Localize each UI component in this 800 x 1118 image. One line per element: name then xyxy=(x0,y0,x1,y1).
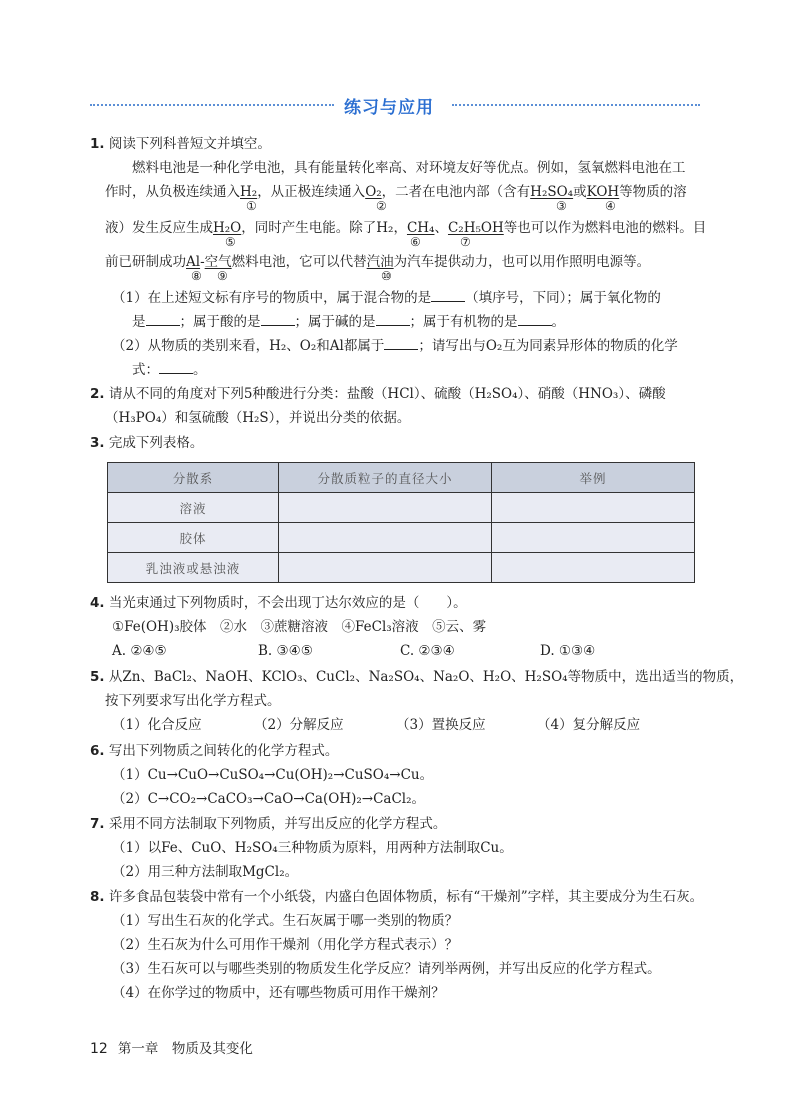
q4-items: ①Fe(OH)₃胶体 ②水 ③蔗糖溶液 ④FeCl₃溶液 ⑤云、雾 xyxy=(112,619,487,635)
answer-blank[interactable] xyxy=(159,361,193,374)
q1-sub2-line2: 式： 。 xyxy=(132,362,207,378)
table-cell-blank[interactable] xyxy=(279,493,492,523)
q1-heading: 1. 阅读下列科普短文并填空。 xyxy=(90,136,271,152)
q6-sub1: （1）Cu→CuO→CuSO₄→Cu(OH)₂→CuSO₄→Cu。 xyxy=(112,767,434,783)
q7-heading: 7. 采用不同方法制取下列物质，并写出反应的化学方程式。 xyxy=(90,816,447,832)
table-header: 分散质粒子的直径大小 xyxy=(279,463,492,493)
answer-blank[interactable] xyxy=(261,313,295,326)
table-header-row xyxy=(108,463,695,493)
q4-option-d[interactable]: D. ①③④ xyxy=(540,643,596,659)
table-cell-blank[interactable] xyxy=(492,523,695,553)
q3-heading: 3. 完成下列表格。 xyxy=(90,435,204,451)
mark-2: ② xyxy=(376,199,387,213)
table-header: 举例 xyxy=(492,463,695,493)
q4-option-a[interactable]: A. ②④⑤ xyxy=(112,643,167,659)
q8-sub1: （1）写出生石灰的化学式。生石灰属于哪一类别的物质？ xyxy=(112,913,459,929)
answer-blank[interactable] xyxy=(518,313,552,326)
q8-sub2: （2）生石灰为什么可用作干燥剂（用化学方程式表示）？ xyxy=(112,937,459,953)
table-cell: 溶液 xyxy=(108,493,279,523)
header-divider-left xyxy=(90,104,334,106)
mark-4: ④ xyxy=(605,199,616,213)
q5-sub3: （3）置换反应 xyxy=(396,717,486,733)
q4-heading: 4. 当光束通过下列物质时，不会出现丁达尔效应的是（ ）。 xyxy=(90,595,467,611)
q5-sub4: （4）复分解反应 xyxy=(537,717,641,733)
q1-sub2-line1: （2）从物质的类别来看，H₂、O₂和Al都属于 ；请写出与O₂互为同素异形体的物质的化学 xyxy=(112,338,678,354)
mark-7: ⑦ xyxy=(460,235,471,249)
q1-para-line4: 前已研制成功Al-空气燃料电池，它可以代替汽油为汽车提供动力，也可以用作照明电源等。 xyxy=(105,254,651,270)
mark-9: ⑨ xyxy=(217,269,228,283)
mark-5: ⑤ xyxy=(225,235,236,249)
q1-para-line2: 作时，从负极连续通入H₂，从正极连续通入O₂，二者在电池内部（含有H₂SO₄或KOH等物质的溶 xyxy=(105,184,687,200)
q7-sub2: （2）用三种方法制取MgCl₂。 xyxy=(112,864,299,880)
header-divider-right xyxy=(452,104,700,106)
mark-8: ⑧ xyxy=(191,269,202,283)
chapter-title: 第一章 物质及其变化 xyxy=(117,1041,253,1057)
page-number: 12 xyxy=(90,1041,108,1057)
answer-blank[interactable] xyxy=(431,289,465,302)
table-cell-blank[interactable] xyxy=(279,523,492,553)
answer-blank[interactable] xyxy=(384,337,418,350)
q5-line1: 5. 从Zn、BaCl₂、NaOH、KClO₃、CuCl₂、Na₂SO₄、Na₂O、H₂O、H₂SO₄等物质中，选出适当的物质， xyxy=(90,669,744,685)
mark-6: ⑥ xyxy=(410,235,421,249)
q1-para-line1: 燃料电池是一种化学电池，具有能量转化率高、对环境友好等优点。例如，氢氧燃料电池在工 xyxy=(132,160,686,176)
dispersion-table xyxy=(107,462,695,583)
q5-sub1: （1）化合反应 xyxy=(112,717,202,733)
table-row xyxy=(108,493,695,523)
q8-sub4: （4）在你学过的物质中，还有哪些物质可用作干燥剂？ xyxy=(112,985,445,1001)
mark-1: ① xyxy=(246,199,257,213)
q4-option-b[interactable]: B. ③④⑤ xyxy=(258,643,313,659)
q5-sub2: （2）分解反应 xyxy=(254,717,344,733)
q8-sub3: （3）生石灰可以与哪些类别的物质发生化学反应？请列举两例，并写出反应的化学方程式。 xyxy=(112,961,661,977)
page-footer xyxy=(90,1037,253,1057)
q4-option-c[interactable]: C. ②③④ xyxy=(400,643,455,659)
table-row xyxy=(108,553,695,583)
q7-sub1: （1）以Fe、CuO、H₂SO₄三种物质为原料，用两种方法制取Cu。 xyxy=(112,840,513,856)
table-header: 分散系 xyxy=(108,463,279,493)
mark-10: ⑩ xyxy=(381,269,392,283)
q6-sub2: （2）C→CO₂→CaCO₃→CaO→Ca(OH)₂→CaCl₂。 xyxy=(112,791,426,807)
q1-sub1-line1: （1）在上述短文标有序号的物质中，属于混合物的是 （填序号，下同）；属于氧化物的 xyxy=(112,290,661,306)
answer-blank[interactable] xyxy=(146,313,180,326)
table-row xyxy=(108,523,695,553)
table-cell-blank[interactable] xyxy=(279,553,492,583)
table-cell-blank[interactable] xyxy=(492,553,695,583)
table-cell: 胶体 xyxy=(108,523,279,553)
section-title: 练习与应用 xyxy=(344,98,434,118)
q5-line2: 按下列要求写出化学方程式。 xyxy=(105,693,281,709)
mark-3: ③ xyxy=(556,199,567,213)
answer-blank[interactable] xyxy=(376,313,410,326)
q2-line1: 2. 请从不同的角度对下列5种酸进行分类：盐酸（HCl）、硫酸（H₂SO₄）、硝酸（HNO₃）、磷酸 xyxy=(90,386,666,402)
q6-heading: 6. 写出下列物质之间转化的化学方程式。 xyxy=(90,743,339,759)
table-cell-blank[interactable] xyxy=(492,493,695,523)
table-cell: 乳浊液或悬浊液 xyxy=(108,553,279,583)
q1-para-line3: 液）发生反应生成H₂O，同时产生电能。除了H₂，CH₄、C₂H₅OH等也可以作为燃料电池的燃料。目 xyxy=(105,220,707,236)
q2-line2: （H₃PO₄）和氢硫酸（H₂S），并说出分类的依据。 xyxy=(105,410,411,426)
q8-heading: 8. 许多食品包装袋中常有一个小纸袋，内盛白色固体物质，标有“干燥剂”字样，其主要成分为生石灰。 xyxy=(90,889,704,905)
q1-sub1-line2: 是 ；属于酸的是 ；属于碱的是 ；属于有机物的是 。 xyxy=(132,314,565,330)
